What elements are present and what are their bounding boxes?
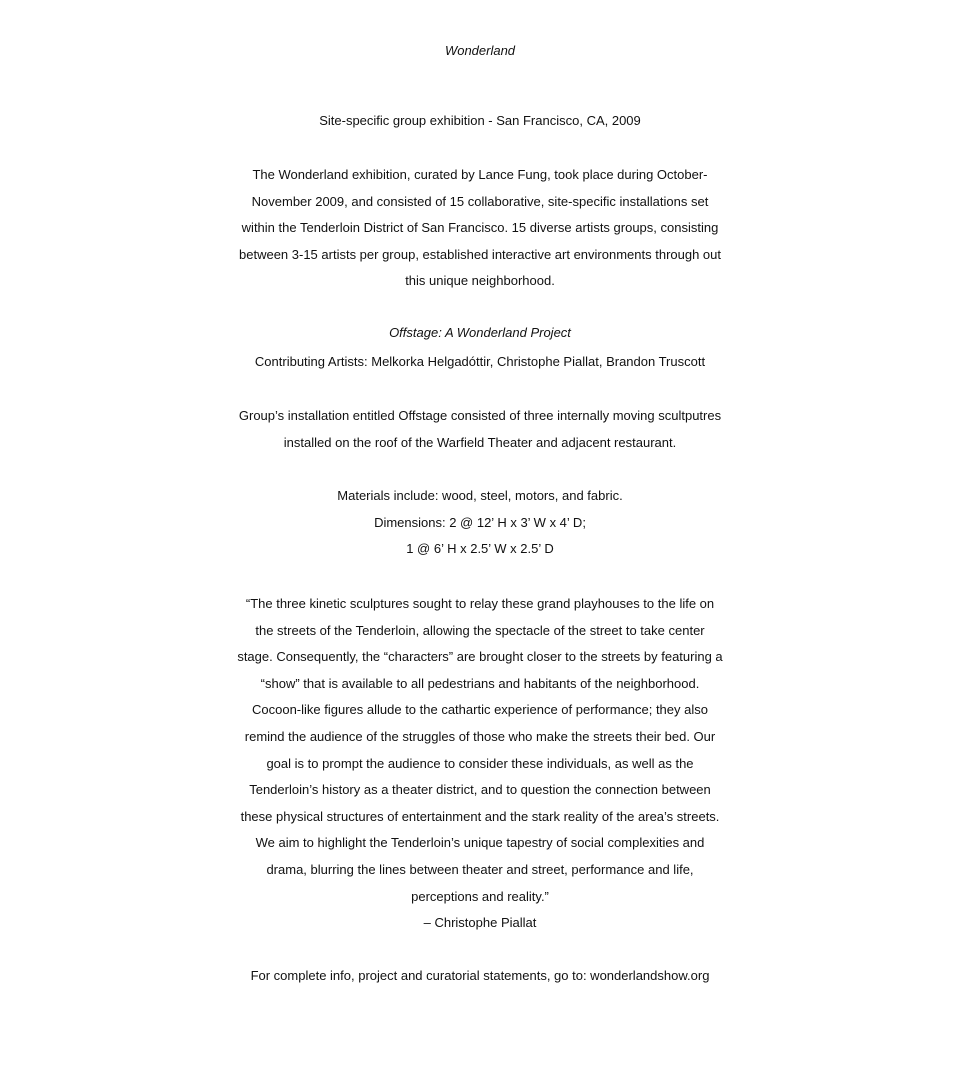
- installation-line: installed on the roof of the Warfield Theater and adjacent restaurant.: [283, 434, 677, 450]
- intro-paragraph: [0, 162, 960, 295]
- quote-line: remind the audience of the struggles of those who make the streets their bed. Our: [244, 728, 716, 744]
- intro-line: The Wonderland exhibition, curated by Lance Fung, took place during October-: [252, 167, 708, 182]
- installation-line: Group’s installation entitled Offstage consisted of three internally moving scultputres: [238, 408, 722, 423]
- quote-line: the streets of the Tenderloin, allowing the spectacle of the street to take center: [255, 622, 705, 638]
- footer-info: For complete info, project and curatorial statements, go to: wonderlandshow.org: [250, 968, 710, 983]
- project-heading: [0, 320, 960, 375]
- installation-paragraph: [0, 403, 960, 456]
- intro-line: between 3-15 artists per group, established interactive art environments through out: [239, 246, 721, 262]
- intro-line: November 2009, and consisted of 15 collaborative, site-specific installations set: [251, 193, 709, 209]
- materials-line: Materials include: wood, steel, motors, and fabric.: [337, 488, 623, 503]
- page-title: Wonderland: [444, 43, 516, 58]
- dimensions-line: Dimensions: 2 @ 12’ H x 3’ W x 4’ D;: [374, 514, 586, 530]
- quote-line: Tenderloin’s history as a theater district, and to question the connection between: [249, 782, 711, 798]
- quote-line: “show” that is available to all pedestrians and habitants of the neighborhood.: [260, 675, 700, 691]
- quote-attribution: – Christophe Piallat: [423, 915, 537, 931]
- project-name: Offstage: A Wonderland Project: [389, 325, 571, 340]
- quote-line: goal is to prompt the audience to consider these individuals, as well as the: [266, 755, 694, 771]
- exhibition-subtitle: Site-specific group exhibition - San Francisco, CA, 2009: [319, 113, 641, 128]
- quote-line: perceptions and reality.”: [411, 888, 549, 904]
- quote-line: We aim to highlight the Tenderloin’s unique tapestry of social complexities and: [255, 835, 705, 851]
- artist-quote: [0, 591, 960, 937]
- quote-line: Cocoon-like figures allude to the cathartic experience of performance; they also: [252, 702, 708, 718]
- intro-line: this unique neighborhood.: [405, 273, 555, 289]
- quote-line: these physical structures of entertainment and the stark reality of the area’s streets.: [240, 808, 720, 824]
- quote-line: “The three kinetic sculptures sought to relay these grand playhouses to the life on: [245, 596, 715, 611]
- intro-line: within the Tenderloin District of San Francisco. 15 diverse artists groups, consisting: [241, 220, 719, 236]
- specs-paragraph: [0, 483, 960, 563]
- quote-line: stage. Consequently, the “characters” are brought closer to the streets by featuring a: [237, 649, 723, 665]
- dimensions-line: 1 @ 6’ H x 2.5’ W x 2.5’ D: [406, 541, 554, 557]
- contributing-artists: Contributing Artists: Melkorka Helgadóttir, Christophe Piallat, Brandon Truscott: [254, 353, 706, 369]
- quote-line: drama, blurring the lines between theater and street, performance and life,: [266, 861, 694, 877]
